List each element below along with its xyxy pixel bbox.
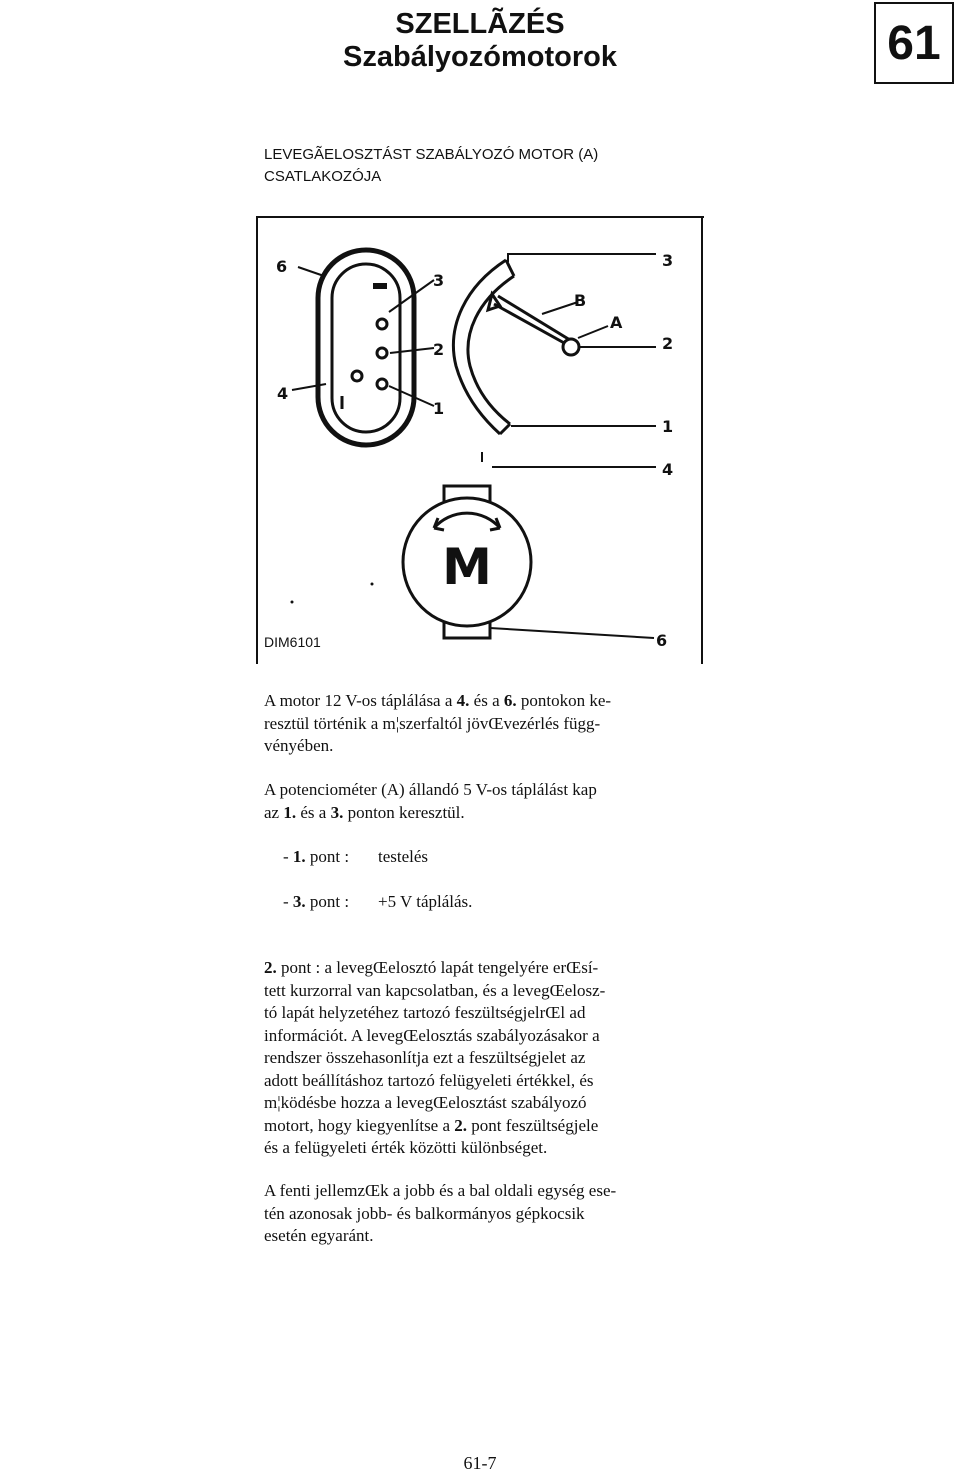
figure-code: DIM6101 [264, 634, 321, 650]
note-line3: esetén egyaránt. [264, 1226, 374, 1245]
power-line3: vényében. [264, 736, 334, 755]
item-3-label [283, 891, 378, 914]
pin2-num-2: 2. [454, 1115, 468, 1135]
power-line2: resztül történik a m¦szerfaltól jövŒvezérlés függ- [264, 713, 601, 733]
header-title-line1: SZELLÃZÉS [395, 8, 565, 40]
item-3-pont: pont : [305, 892, 350, 911]
terminal-label-6: 6 [656, 631, 668, 650]
paragraph-note [264, 1180, 684, 1248]
item-1-prefix: - [283, 847, 293, 866]
pin2-line4: információt. A levegŒelosztás szabályozásakor a [264, 1025, 600, 1045]
potentiometer-pivot [563, 339, 579, 355]
item-3-num: 3. [292, 892, 306, 911]
pin2-line2: tett kurzorral van kapcsolatban, és a levegŒelosz- [264, 980, 606, 1000]
paragraph-potentiometer [264, 779, 684, 824]
pin2-text-8a: motort, hogy kiegyenlítse a [264, 1115, 455, 1135]
page-header-title [240, 8, 720, 74]
power-line1 [264, 690, 684, 713]
pot-text-2: és a [296, 802, 331, 822]
connector-pin-c [377, 319, 387, 329]
paragraph-power-supply [264, 690, 684, 758]
potentiometer-label-a: A [610, 313, 623, 332]
power-text-3: pontokon ke- [516, 691, 612, 710]
item-1-num: 1. [292, 847, 306, 866]
power-num-6: 6. [503, 691, 517, 710]
connector-label-2: 2 [433, 340, 445, 359]
connector-label-6: 6 [276, 257, 288, 276]
connector-housing [292, 250, 434, 445]
pin2-num: 2. [264, 958, 277, 977]
terminal-label-2: 2 [662, 334, 674, 353]
item-1-pont: pont : [305, 847, 350, 866]
power-num-4: 4. [456, 691, 470, 710]
note-line1: A fenti jellemzŒk a jobb és a bal oldali egység ese- [264, 1181, 617, 1200]
wiring-diagram [256, 216, 704, 664]
pin2-text-8b: pont feszültségjele [467, 1115, 599, 1135]
connector-pin-2 [377, 348, 387, 358]
item-3-prefix: - [283, 892, 293, 911]
pot-text-3: ponton keresztül. [343, 802, 465, 822]
pin2-text-1: pont : a levegŒelosztó lapát tengelyére erŒsí- [276, 958, 599, 977]
paragraph-pin-2 [264, 957, 684, 1160]
pot-num-1: 1. [283, 802, 297, 822]
list-item-pin-1 [283, 846, 683, 869]
pin2-line3: tó lapát helyzetéhez tartozó feszültségjelrŒl ad [264, 1003, 586, 1022]
list-item-pin-3 [283, 891, 683, 914]
wiring-diagram-svg [256, 216, 704, 664]
chapter-number-box: 61 [874, 2, 954, 84]
power-text-1: A motor 12 V-os táplálása a [264, 691, 457, 710]
item-3-value: +5 V táplálás. [378, 892, 473, 911]
potentiometer-track [453, 254, 656, 467]
item-1-value: testelés [378, 847, 429, 866]
power-text-2: és a [469, 691, 504, 710]
header-title-line2: Szabályozómotorok [343, 41, 617, 73]
pot-text-1: az [264, 802, 284, 822]
connector-label-3: 3 [433, 271, 445, 290]
item-1-label [283, 846, 378, 869]
pin2-line9: és a felügyeleti érték közötti különbséget. [264, 1138, 548, 1157]
pin2-line7: m¦ködésbe hozza a levegŒelosztást szabályozó [264, 1093, 587, 1112]
pot-line2 [264, 802, 684, 825]
terminal-label-3: 3 [662, 251, 674, 270]
pin2-line1 [264, 957, 684, 980]
terminal-label-1: 1 [662, 417, 674, 436]
connector-pin-3 [373, 283, 387, 289]
connector-label-4: 4 [277, 384, 289, 403]
connector-label-1: 1 [433, 399, 445, 418]
connector-pin-1 [377, 379, 387, 389]
section-title-line1: LEVEGÃELOSZTÁST SZABÁLYOZÓ MOTOR (A) [264, 146, 599, 163]
connector-pin-d [352, 371, 362, 381]
pin2-line5: rendszer összehasonlítja ezt a feszültségjelet az [264, 1048, 586, 1067]
pin2-line6: adott beállításhoz tartozó felügyeleti értékkel, és [264, 1070, 594, 1090]
note-line2: tén azonosak jobb- és balkormányos gépkocsik [264, 1203, 585, 1223]
section-title-line2: CSATLAKOZÓJA [264, 168, 382, 185]
pin2-line8 [264, 1115, 684, 1138]
pot-line1: A potenciométer (A) állandó 5 V-os táplálást kap [264, 780, 597, 799]
page-number: 61-7 [463, 1453, 497, 1473]
section-title [264, 144, 824, 188]
motor-label: M [442, 538, 492, 596]
pot-num-3: 3. [330, 802, 344, 822]
terminal-label-4: 4 [662, 460, 674, 479]
cursor-label-b: B [574, 291, 587, 310]
